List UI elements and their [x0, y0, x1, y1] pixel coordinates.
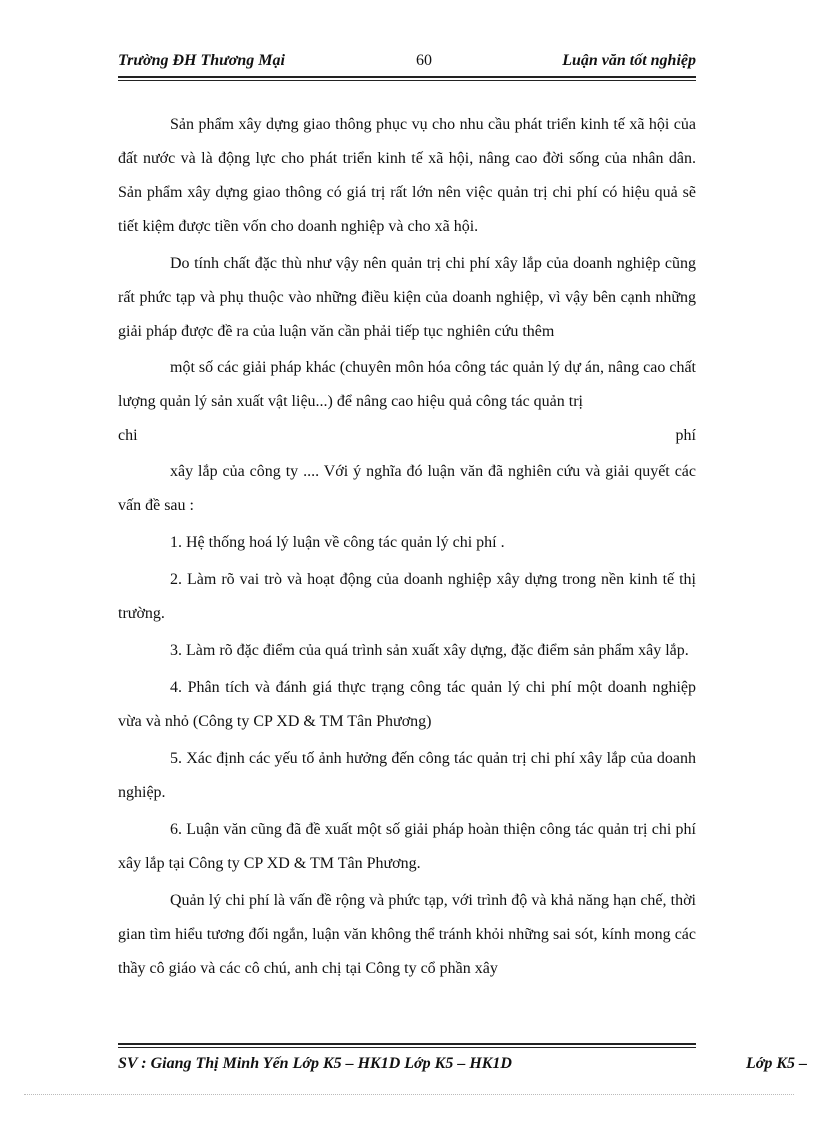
header-page-number: 60 — [416, 52, 432, 69]
paragraph-continuation: xây lắp của công ty .... Với ý nghĩa đó luận văn đã nghiên cứu và giải quyết các vấn đề sau : — [118, 463, 696, 514]
list-item-3: 3. Làm rõ đặc điểm của quá trình sản xuất xây dựng, đặc điểm sản phẩm xây lắp. — [170, 642, 689, 659]
list-item-5: 5. Xác định các yếu tố ảnh hưởng đến công tác quản trị chi phí xây lắp của doanh nghiệp. — [118, 750, 696, 801]
page-header — [118, 50, 696, 76]
header-document-title: Luận văn tốt nghiệp — [562, 52, 696, 69]
closing-paragraph: Quản lý chi phí là vấn đề rộng và phức tạp, với trình độ và khả năng hạn chế, thời gian tìm hiểu tương đối ngắn, luận văn không thể tránh khỏi những sai sót, kính mong các thầy cô giáo và các cô chú, anh chị tại Công ty cổ phần xây — [118, 892, 696, 977]
footer-class: Lớp K5 – — [746, 1055, 808, 1072]
list-item-6: 6. Luận văn cũng đã đề xuất một số giải pháp hoàn thiện công tác quản trị chi phí xây lắp tại Công ty CP XD & TM Tân Phương. — [118, 821, 696, 872]
page-bottom-dotted-line — [24, 1094, 794, 1095]
split-line — [118, 419, 696, 453]
list-item-2: 2. Làm rõ vai trò và hoạt động của doanh nghiệp xây dựng trong nền kinh tế thị trường. — [118, 571, 696, 622]
footer-rule-thin — [118, 1047, 696, 1048]
footer-student: SV : Giang Thị Minh Yến Lớp K5 – HK1D Lớp K5 – HK1D — [118, 1055, 512, 1072]
split-line-left: chi — [118, 427, 138, 444]
list-item-1: 1. Hệ thống hoá lý luận về công tác quản lý chi phí . — [170, 534, 505, 551]
header-rule-thick — [118, 76, 696, 78]
header-university: Trường ĐH Thương Mại — [118, 52, 285, 69]
footer-rule-thick — [118, 1043, 696, 1045]
paragraph-2: Do tính chất đặc thù như vậy nên quản trị chi phí xây lắp của doanh nghiệp cũng rất phức tạp và phụ thuộc vào những điều kiện của doanh nghiệp, vì vậy bên cạnh những giải pháp được đề ra của luận văn cần phải tiếp tục nghiên cứu thêm — [118, 255, 696, 340]
header-rule-thin — [118, 80, 696, 81]
paragraph-1: Sản phẩm xây dựng giao thông phục vụ cho nhu cầu phát triển kinh tế xã hội của đất nước và là động lực cho phát triển kinh tế xã hội, nâng cao đời sống của nhân dân. Sản phẩm xây dựng giao thông có giá trị rất lớn nên việc quản trị chi phí có hiệu quả sẽ tiết kiệm được tiền vốn cho doanh nghiệp và cho xã hội. — [118, 116, 696, 235]
split-line-right: phí — [675, 427, 696, 444]
paragraph-3: một số các giải pháp khác (chuyên môn hóa công tác quản lý dự án, nâng cao chất lượng quản lý sản xuất vật liệu...) để nâng cao hiệu quả công tác quản trị — [118, 359, 696, 410]
list-item-4: 4. Phân tích và đánh giá thực trạng công tác quản lý chi phí một doanh nghiệp vừa và nhỏ (Công ty CP XD & TM Tân Phương) — [118, 679, 696, 730]
page-body — [118, 108, 696, 986]
